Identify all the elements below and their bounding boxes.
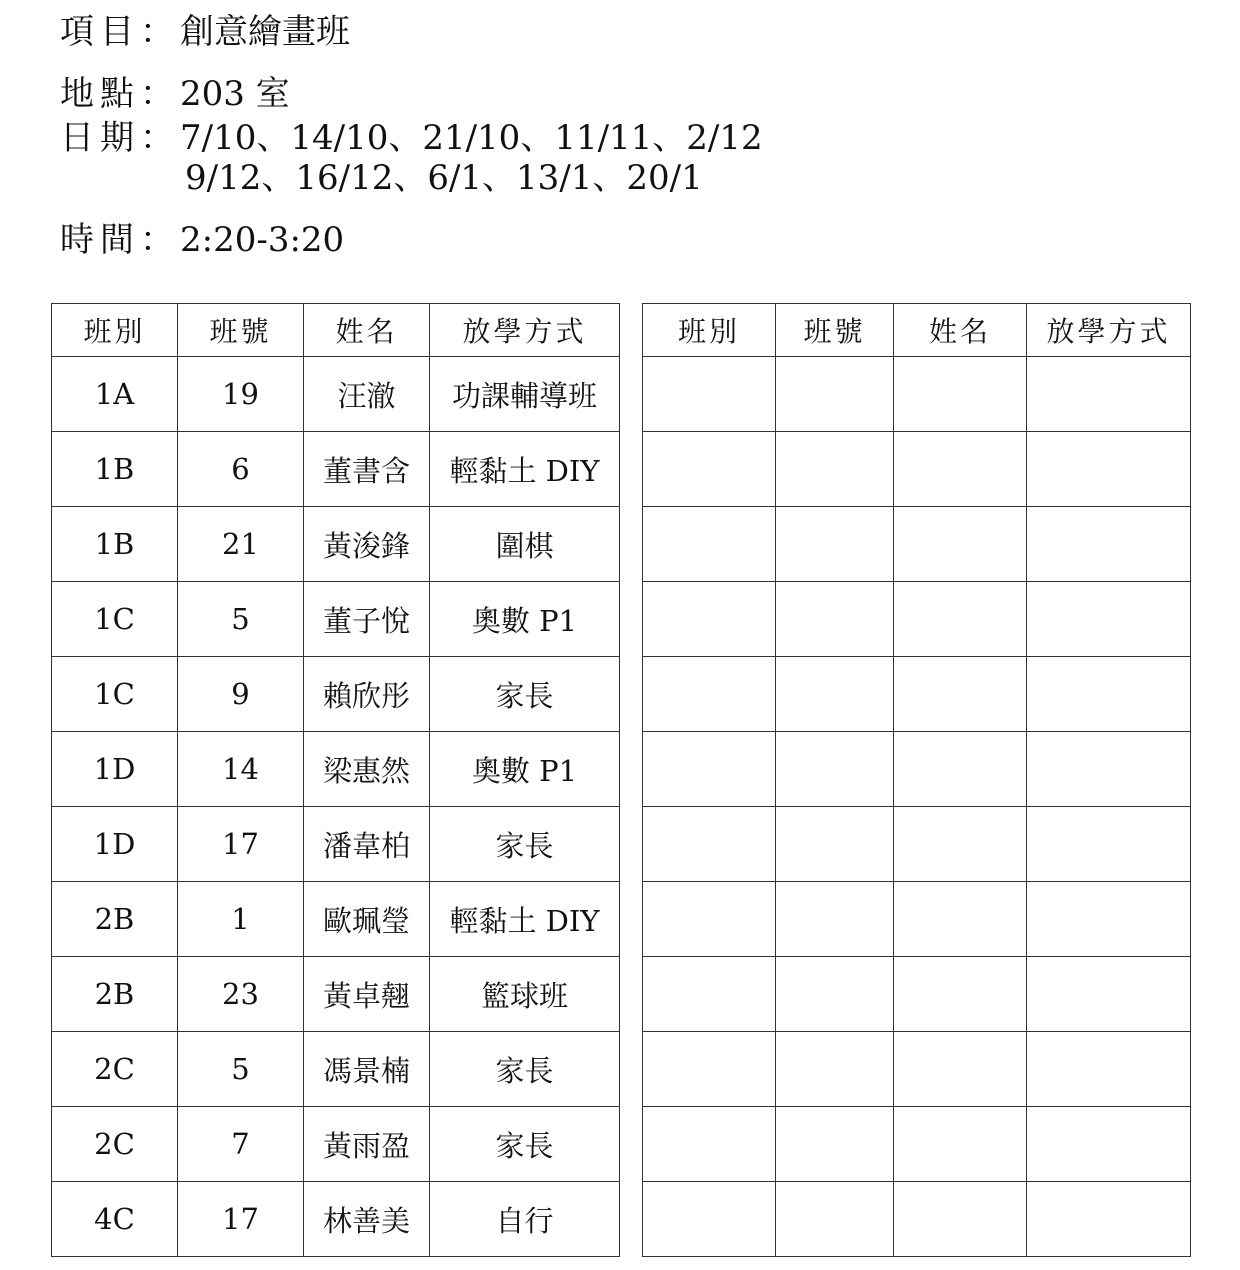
table-header-row bbox=[643, 304, 1191, 357]
empty-number-cell[interactable] bbox=[776, 1107, 894, 1182]
empty-table-row bbox=[643, 957, 1191, 1032]
empty-table-row bbox=[643, 807, 1191, 882]
time-value: 2:20-3:20 bbox=[180, 220, 345, 260]
number-cell: 23 bbox=[178, 957, 304, 1032]
empty-number-cell[interactable] bbox=[776, 657, 894, 732]
empty-class-cell[interactable] bbox=[643, 957, 776, 1032]
dates-row bbox=[60, 118, 763, 198]
empty-number-cell[interactable] bbox=[776, 582, 894, 657]
name-cell: 董書含 bbox=[304, 432, 430, 507]
class-cell: 1D bbox=[52, 732, 178, 807]
name-cell: 歐珮瑩 bbox=[304, 882, 430, 957]
empty-table-row bbox=[643, 507, 1191, 582]
number-cell: 5 bbox=[178, 582, 304, 657]
dismissal-cell: 家長 bbox=[430, 807, 620, 882]
table-row bbox=[52, 657, 620, 732]
name-cell: 汪澈 bbox=[304, 357, 430, 432]
table-header-row bbox=[52, 304, 620, 357]
table-row bbox=[52, 507, 620, 582]
class-cell: 1A bbox=[52, 357, 178, 432]
table-row bbox=[52, 1182, 620, 1257]
empty-class-cell[interactable] bbox=[643, 582, 776, 657]
table-row bbox=[52, 582, 620, 657]
name-cell: 黃卓翹 bbox=[304, 957, 430, 1032]
class-cell: 1C bbox=[52, 657, 178, 732]
dismissal-cell: 家長 bbox=[430, 1107, 620, 1182]
location-row bbox=[60, 74, 290, 114]
empty-dismissal-cell[interactable] bbox=[1027, 957, 1191, 1032]
empty-dismissal-cell[interactable] bbox=[1027, 732, 1191, 807]
table-row bbox=[52, 732, 620, 807]
empty-dismissal-cell[interactable] bbox=[1027, 807, 1191, 882]
dismissal-cell: 功課輔導班 bbox=[430, 357, 620, 432]
empty-name-cell[interactable] bbox=[894, 357, 1027, 432]
dismissal-cell: 圍棋 bbox=[430, 507, 620, 582]
empty-name-cell[interactable] bbox=[894, 507, 1027, 582]
table-row bbox=[52, 807, 620, 882]
empty-number-cell[interactable] bbox=[776, 807, 894, 882]
dismissal-cell: 奧數 P1 bbox=[430, 582, 620, 657]
empty-class-cell[interactable] bbox=[643, 657, 776, 732]
empty-number-cell[interactable] bbox=[776, 732, 894, 807]
empty-table-row bbox=[643, 582, 1191, 657]
empty-name-cell[interactable] bbox=[894, 432, 1027, 507]
class-cell: 2C bbox=[52, 1032, 178, 1107]
number-cell: 14 bbox=[178, 732, 304, 807]
class-column-header: 班別 bbox=[643, 304, 776, 357]
empty-table-row bbox=[643, 882, 1191, 957]
number-cell: 5 bbox=[178, 1032, 304, 1107]
name-cell: 林善美 bbox=[304, 1182, 430, 1257]
number-cell: 17 bbox=[178, 807, 304, 882]
empty-name-cell[interactable] bbox=[894, 1182, 1027, 1257]
location-value: 203 室 bbox=[180, 74, 290, 114]
table-row bbox=[52, 357, 620, 432]
project-value: 創意繪畫班 bbox=[180, 12, 350, 52]
number-cell: 9 bbox=[178, 657, 304, 732]
class-cell: 1B bbox=[52, 432, 178, 507]
empty-class-cell[interactable] bbox=[643, 1107, 776, 1182]
dates-line-2: 9/12、16/12、6/1、13/1、20/1 bbox=[185, 158, 703, 198]
location-label: 地點： bbox=[60, 74, 180, 114]
class-cell: 4C bbox=[52, 1182, 178, 1257]
time-row bbox=[60, 220, 344, 260]
empty-name-cell[interactable] bbox=[894, 582, 1027, 657]
empty-table-row bbox=[643, 432, 1191, 507]
number-column-header: 班號 bbox=[776, 304, 894, 357]
empty-table-row bbox=[643, 1107, 1191, 1182]
empty-class-cell[interactable] bbox=[643, 357, 776, 432]
empty-class-cell[interactable] bbox=[643, 507, 776, 582]
name-cell: 賴欣彤 bbox=[304, 657, 430, 732]
number-cell: 6 bbox=[178, 432, 304, 507]
class-cell: 2C bbox=[52, 1107, 178, 1182]
name-column-header: 姓名 bbox=[894, 304, 1027, 357]
empty-number-cell[interactable] bbox=[776, 957, 894, 1032]
number-cell: 19 bbox=[178, 357, 304, 432]
name-column-header: 姓名 bbox=[304, 304, 430, 357]
empty-name-cell[interactable] bbox=[894, 1107, 1027, 1182]
empty-class-cell[interactable] bbox=[643, 882, 776, 957]
empty-dismissal-cell[interactable] bbox=[1027, 1032, 1191, 1107]
empty-table-row bbox=[643, 732, 1191, 807]
empty-table-row bbox=[643, 657, 1191, 732]
empty-table-row bbox=[643, 357, 1191, 432]
empty-table-row bbox=[643, 1182, 1191, 1257]
dismissal-column-header: 放學方式 bbox=[430, 304, 620, 357]
class-cell: 1B bbox=[52, 507, 178, 582]
empty-number-cell[interactable] bbox=[776, 882, 894, 957]
empty-name-cell[interactable] bbox=[894, 882, 1027, 957]
class-cell: 1D bbox=[52, 807, 178, 882]
number-cell: 21 bbox=[178, 507, 304, 582]
number-cell: 17 bbox=[178, 1182, 304, 1257]
table-row bbox=[52, 1107, 620, 1182]
roster-table-filled bbox=[51, 303, 620, 1257]
number-column-header: 班號 bbox=[178, 304, 304, 357]
empty-name-cell[interactable] bbox=[894, 807, 1027, 882]
table-row bbox=[52, 882, 620, 957]
number-cell: 1 bbox=[178, 882, 304, 957]
table-row bbox=[52, 432, 620, 507]
empty-class-cell[interactable] bbox=[643, 807, 776, 882]
empty-dismissal-cell[interactable] bbox=[1027, 1107, 1191, 1182]
dismissal-cell: 家長 bbox=[430, 657, 620, 732]
table-row bbox=[52, 957, 620, 1032]
dates-label: 日期： bbox=[60, 118, 180, 158]
empty-dismissal-cell[interactable] bbox=[1027, 657, 1191, 732]
empty-class-cell[interactable] bbox=[643, 1032, 776, 1107]
empty-dismissal-cell[interactable] bbox=[1027, 432, 1191, 507]
dismissal-cell: 自行 bbox=[430, 1182, 620, 1257]
project-row bbox=[60, 12, 350, 52]
time-label: 時間： bbox=[60, 220, 180, 260]
empty-class-cell[interactable] bbox=[643, 1182, 776, 1257]
class-column-header: 班別 bbox=[52, 304, 178, 357]
empty-name-cell[interactable] bbox=[894, 732, 1027, 807]
empty-number-cell[interactable] bbox=[776, 1032, 894, 1107]
class-cell: 2B bbox=[52, 882, 178, 957]
name-cell: 馮景楠 bbox=[304, 1032, 430, 1107]
class-cell: 1C bbox=[52, 582, 178, 657]
empty-number-cell[interactable] bbox=[776, 1182, 894, 1257]
name-cell: 黃浚鋒 bbox=[304, 507, 430, 582]
dates-line-1: 7/10、14/10、21/10、11/11、2/12 bbox=[180, 118, 763, 158]
empty-dismissal-cell[interactable] bbox=[1027, 1182, 1191, 1257]
class-cell: 2B bbox=[52, 957, 178, 1032]
number-cell: 7 bbox=[178, 1107, 304, 1182]
empty-dismissal-cell[interactable] bbox=[1027, 357, 1191, 432]
empty-number-cell[interactable] bbox=[776, 432, 894, 507]
name-cell: 黃雨盈 bbox=[304, 1107, 430, 1182]
table-row bbox=[52, 1032, 620, 1107]
dismissal-cell: 輕黏土 DIY bbox=[430, 882, 620, 957]
empty-number-cell[interactable] bbox=[776, 507, 894, 582]
empty-dismissal-cell[interactable] bbox=[1027, 882, 1191, 957]
empty-class-cell[interactable] bbox=[643, 432, 776, 507]
name-cell: 梁惠然 bbox=[304, 732, 430, 807]
dismissal-cell: 籃球班 bbox=[430, 957, 620, 1032]
empty-table-row bbox=[643, 1032, 1191, 1107]
empty-name-cell[interactable] bbox=[894, 1032, 1027, 1107]
name-cell: 董子悅 bbox=[304, 582, 430, 657]
empty-name-cell[interactable] bbox=[894, 957, 1027, 1032]
dismissal-cell: 家長 bbox=[430, 1032, 620, 1107]
dismissal-cell: 奧數 P1 bbox=[430, 732, 620, 807]
empty-class-cell[interactable] bbox=[643, 732, 776, 807]
dismissal-cell: 輕黏土 DIY bbox=[430, 432, 620, 507]
project-label: 項目： bbox=[60, 12, 180, 52]
empty-dismissal-cell[interactable] bbox=[1027, 582, 1191, 657]
roster-table-blank bbox=[642, 303, 1191, 1257]
empty-name-cell[interactable] bbox=[894, 657, 1027, 732]
empty-number-cell[interactable] bbox=[776, 357, 894, 432]
name-cell: 潘韋柏 bbox=[304, 807, 430, 882]
dismissal-column-header: 放學方式 bbox=[1027, 304, 1191, 357]
empty-dismissal-cell[interactable] bbox=[1027, 507, 1191, 582]
